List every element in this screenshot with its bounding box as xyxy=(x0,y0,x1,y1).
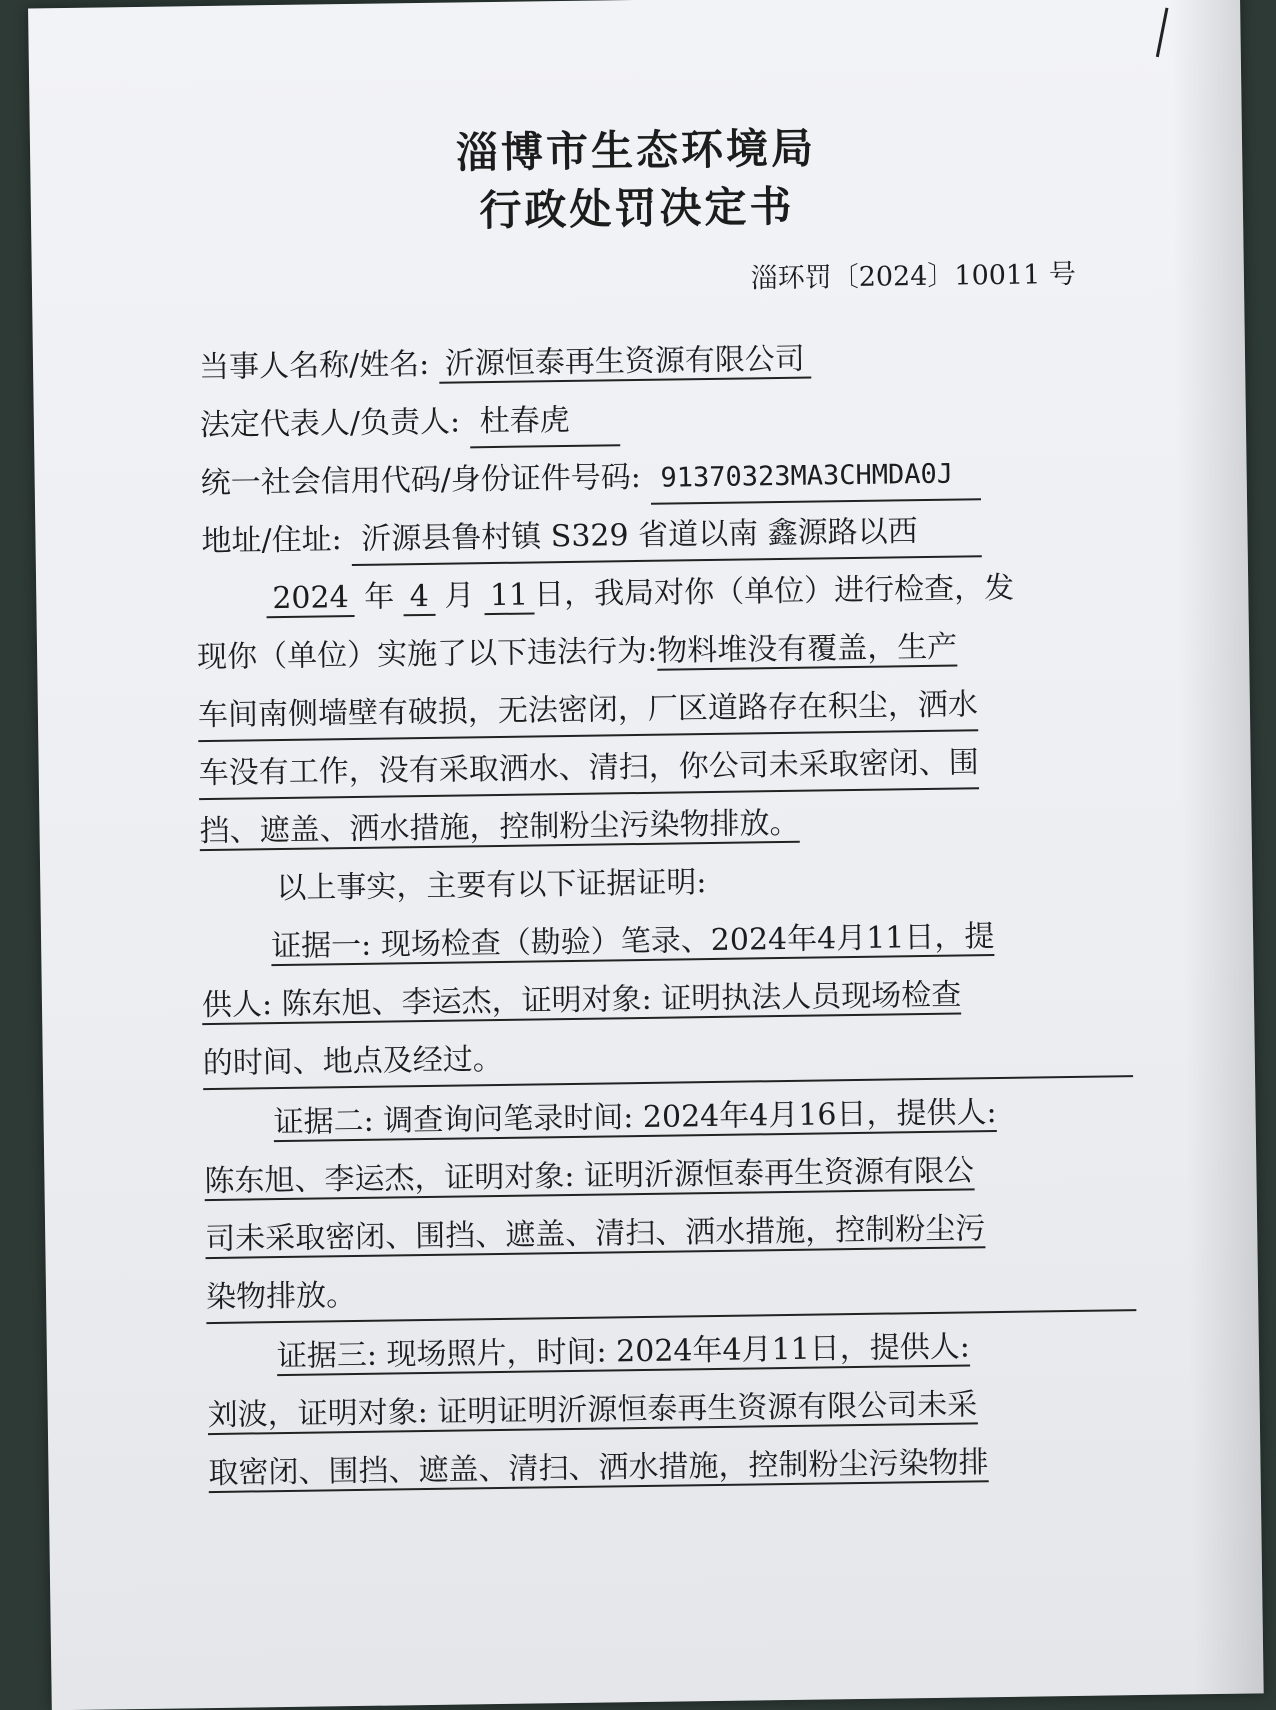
evidence-1-text: 供人: 陈东旭、李运杰，证明对象: 证明执法人员现场检查 xyxy=(201,977,962,1024)
inspection-day: 11 xyxy=(484,577,535,615)
evidence-2-line: 染物排放。 xyxy=(206,1261,1137,1324)
violation-line: 车没有工作，没有采取洒水、清扫，你公司未采取密闭、围 xyxy=(198,739,979,800)
page-edge-shadow xyxy=(1170,0,1264,1694)
representative-label: 法定代表人/负责人: xyxy=(199,404,461,444)
document-page xyxy=(28,0,1264,1710)
evidence-1-text: 证据一: 现场检查（勘验）笔录、2024年4月11日，提 xyxy=(270,919,995,965)
year-unit: 年 xyxy=(363,579,395,615)
address-value: 沂源县鲁村镇 S329 省道以南 鑫源路以西 xyxy=(351,507,982,566)
violation-line: 车间南侧墙壁有破损，无法密闭，厂区道路存在积尘，洒水 xyxy=(198,681,979,742)
violation-intro-line xyxy=(197,621,1128,682)
representative-line xyxy=(200,389,1131,450)
org-title: 淄博市生态环境局 xyxy=(455,123,817,178)
evidence-intro: 以上事实，主要有以下证据证明: xyxy=(276,865,707,907)
evidence-2-line xyxy=(205,1203,1136,1264)
evidence-3-line xyxy=(207,1379,1138,1440)
representative-value: 杜春虎 xyxy=(469,396,620,448)
document-number: 淄环罚〔2024〕10011 号 xyxy=(750,258,1077,295)
evidence-2-text: 证据二: 调查询问笔录时间: 2024年4月16日，提供人: xyxy=(273,1095,997,1141)
evidence-3-text: 取密闭、围挡、遮盖、清扫、洒水措施，控制粉尘污染物排 xyxy=(208,1445,989,1492)
evidence-1-line: 的时间、地点及经过。 xyxy=(202,1027,1133,1090)
violation-line-last xyxy=(199,795,1130,856)
evidence-1-line xyxy=(202,969,1133,1030)
inspection-month: 4 xyxy=(404,579,436,616)
inspection-date-line xyxy=(266,562,1197,623)
credit-code-value: 91370323MA3CHMDA0J xyxy=(650,450,981,505)
month-unit: 月 xyxy=(444,578,475,614)
evidence-1-line xyxy=(271,910,1202,971)
evidence-3-text: 证据三: 现场照片，时间: 2024年4月11日，提供人: xyxy=(276,1329,971,1375)
party-name-value: 沂源恒泰再生资源有限公司 xyxy=(439,342,811,384)
evidence-2-text: 司未采取密闭、围挡、遮盖、清扫、洒水措施，控制粉尘污 xyxy=(205,1211,986,1258)
document-type-title: 行政处罚决定书 xyxy=(479,181,795,236)
inspection-year: 2024 xyxy=(266,580,355,618)
violation-text-start: 物料堆没有覆盖，生产 xyxy=(656,629,958,669)
evidence-2-line xyxy=(204,1145,1135,1206)
party-name-label: 当事人名称/姓名: xyxy=(198,346,430,386)
violation-text-end: 挡、遮盖、洒水措施，控制粉尘污染物排放。 xyxy=(199,805,800,850)
address-line xyxy=(201,505,1132,566)
evidence-3-text: 刘波，证明对象: 证明证明沂源恒泰再生资源有限公司未采 xyxy=(207,1387,978,1434)
evidence-3-line xyxy=(277,1320,1208,1381)
inspection-text: 日，我局对你（单位）进行检查，发 xyxy=(533,570,1015,613)
evidence-2-line xyxy=(273,1086,1204,1147)
party-name-line xyxy=(199,331,1130,392)
evidence-2-text: 陈东旭、李运杰，证明对象: 证明沂源恒泰再生资源有限公 xyxy=(204,1153,975,1200)
credit-code-line xyxy=(200,447,1131,508)
evidence-3-line xyxy=(208,1437,1139,1498)
violation-intro: 现你（单位）实施了以下违法行为: xyxy=(196,633,658,676)
address-label: 地址/住址: xyxy=(201,522,342,560)
credit-code-label: 统一社会信用代码/身份证件号码: xyxy=(200,459,642,502)
